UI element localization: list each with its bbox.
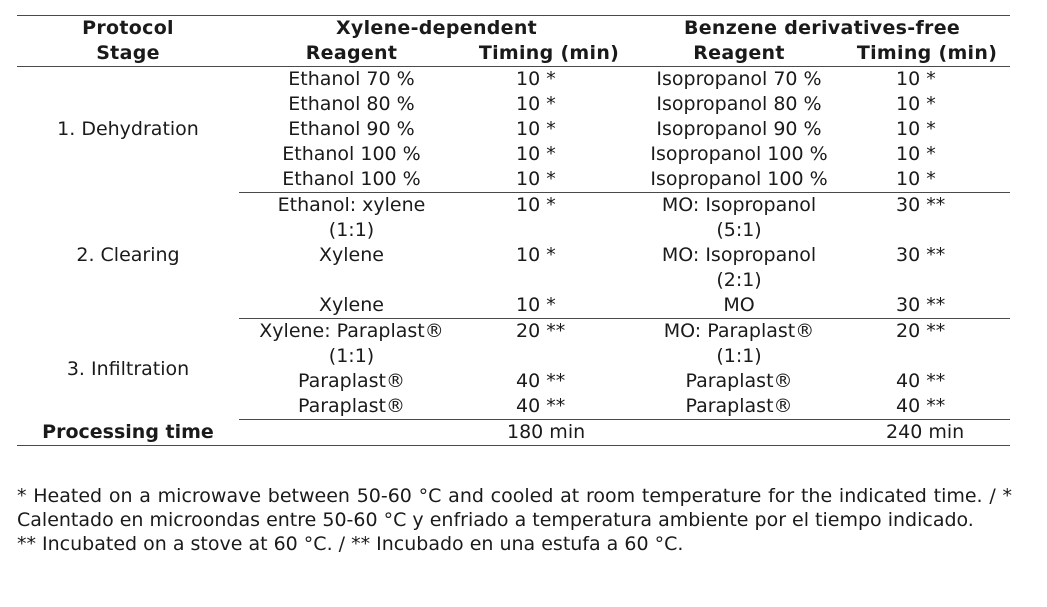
header-row-1 <box>17 16 1010 42</box>
header-stage: Stage <box>17 41 239 67</box>
benzene-reagent-cell: (1:1) <box>716 345 762 367</box>
xylene-total-time: 180 min <box>464 420 634 446</box>
header-row-2 <box>17 41 1010 67</box>
header-benzene-timing: Timing (min) <box>844 41 1010 67</box>
footnote-microwave: * Heated on a microwave between 50-60 °C and cooled at room temperature for the indicated time. / * Calentado en microondas entre 50-60 °C y enfriado a temperatura ambiente por el tiempo indicado. <box>17 485 1012 531</box>
benzene-reagent-cell: (2:1) <box>716 269 762 291</box>
benzene-timing-cell: 30 ** <box>896 194 946 216</box>
header-protocol: Protocol <box>17 16 239 42</box>
benzene-timing-cell: 10 * <box>896 143 936 165</box>
benzene-timing-cell: 30 ** <box>844 293 1010 319</box>
benzene-reagent-cell: Isopropanol 70 % <box>656 68 822 90</box>
xylene-timing-cell: 10 * <box>464 293 634 319</box>
xylene-timing-cell: 10 * <box>516 244 556 266</box>
xylene-reagent-cell: Xylene: Paraplast® <box>259 320 444 342</box>
xylene-timing-cell: 10 * <box>516 68 556 90</box>
benzene-timing-cell: 40 ** <box>896 370 946 392</box>
benzene-reagent-cell: MO: Paraplast® <box>663 320 815 342</box>
header-xylene-timing: Timing (min) <box>464 41 634 67</box>
header-benzene-reagent: Reagent <box>634 41 844 67</box>
xylene-reagent-cell: Paraplast® <box>239 394 464 420</box>
xylene-timing-cell: 40 ** <box>516 370 566 392</box>
benzene-total-time: 240 min <box>844 420 1010 446</box>
benzene-reagent-cell: MO: Isopropanol <box>661 244 817 266</box>
header-xylene-dependent: Xylene-dependent <box>239 16 634 42</box>
xylene-reagent-cell: Ethanol 80 % <box>288 93 415 115</box>
xylene-timing-cell: 10 * <box>464 167 634 193</box>
table-row <box>17 319 1010 345</box>
benzene-reagent-cell: MO: Isopropanol <box>661 194 817 216</box>
table-row <box>17 67 1010 93</box>
benzene-reagent-cell: (5:1) <box>716 219 762 241</box>
stage-infiltration: 3. Infiltration <box>66 357 190 380</box>
benzene-timing-cell <box>844 268 1010 293</box>
xylene-reagent-cell <box>239 268 464 293</box>
benzene-timing-cell: 10 * <box>896 93 936 115</box>
benzene-timing-cell: 40 ** <box>844 394 1010 420</box>
xylene-timing-cell: 40 ** <box>464 394 634 420</box>
processing-time-label: Processing time <box>17 420 239 446</box>
xylene-reagent-cell: Paraplast® <box>297 370 406 392</box>
xylene-reagent-cell: (1:1) <box>328 219 375 241</box>
xylene-timing-cell: 10 * <box>516 93 556 115</box>
stage-dehydration: 1. Dehydration <box>57 118 199 141</box>
benzene-timing-cell: 10 * <box>896 118 936 140</box>
table-row <box>17 193 1010 219</box>
processing-time-row <box>17 420 1010 446</box>
stage-clearing: 2. Clearing <box>76 244 180 266</box>
xylene-timing-cell: 10 * <box>516 194 556 216</box>
xylene-timing-cell <box>464 344 634 369</box>
xylene-timing-cell: 10 * <box>516 143 556 165</box>
benzene-reagent-cell: Isopropanol 100 % <box>650 143 828 165</box>
xylene-reagent-cell: Ethanol: xylene <box>277 194 426 216</box>
xylene-reagent-cell: Ethanol 100 % <box>282 143 421 165</box>
footnote-stove: ** Incubated on a stove at 60 °C. / ** Incubado en una estufa a 60 °C. <box>17 533 684 555</box>
xylene-reagent-cell: Ethanol 70 % <box>288 68 415 90</box>
empty-cell <box>634 420 844 446</box>
benzene-timing-cell: 10 * <box>844 167 1010 193</box>
benzene-timing-cell: 20 ** <box>896 320 946 342</box>
benzene-reagent-cell: Isopropanol 90 % <box>656 118 822 140</box>
benzene-timing-cell: 30 ** <box>896 244 946 266</box>
benzene-reagent-cell: Paraplast® <box>634 394 844 420</box>
header-xylene-reagent: Reagent <box>239 41 464 67</box>
xylene-timing-cell: 20 ** <box>516 320 566 342</box>
header-benzene-free: Benzene derivatives-free <box>634 16 1010 42</box>
xylene-reagent-cell: (1:1) <box>328 345 375 367</box>
protocol-table <box>17 15 1010 446</box>
benzene-timing-cell: 10 * <box>896 68 936 90</box>
empty-cell <box>239 420 464 446</box>
table-footnotes <box>17 484 1012 556</box>
xylene-reagent-cell: Xylene <box>319 244 384 266</box>
xylene-reagent-cell: Ethanol 100 % <box>239 167 464 193</box>
benzene-timing-cell <box>844 218 1010 243</box>
benzene-reagent-cell: Isopropanol 100 % <box>634 167 844 193</box>
benzene-reagent-cell: MO <box>634 293 844 319</box>
benzene-reagent-cell: Paraplast® <box>685 370 793 392</box>
benzene-reagent-cell: Isopropanol 80 % <box>656 93 822 115</box>
xylene-timing-cell <box>464 218 634 243</box>
xylene-reagent-cell: Ethanol 90 % <box>288 118 415 140</box>
xylene-timing-cell <box>464 268 634 293</box>
xylene-reagent-cell: Xylene <box>239 293 464 319</box>
benzene-timing-cell <box>844 344 1010 369</box>
xylene-timing-cell: 10 * <box>516 118 556 140</box>
